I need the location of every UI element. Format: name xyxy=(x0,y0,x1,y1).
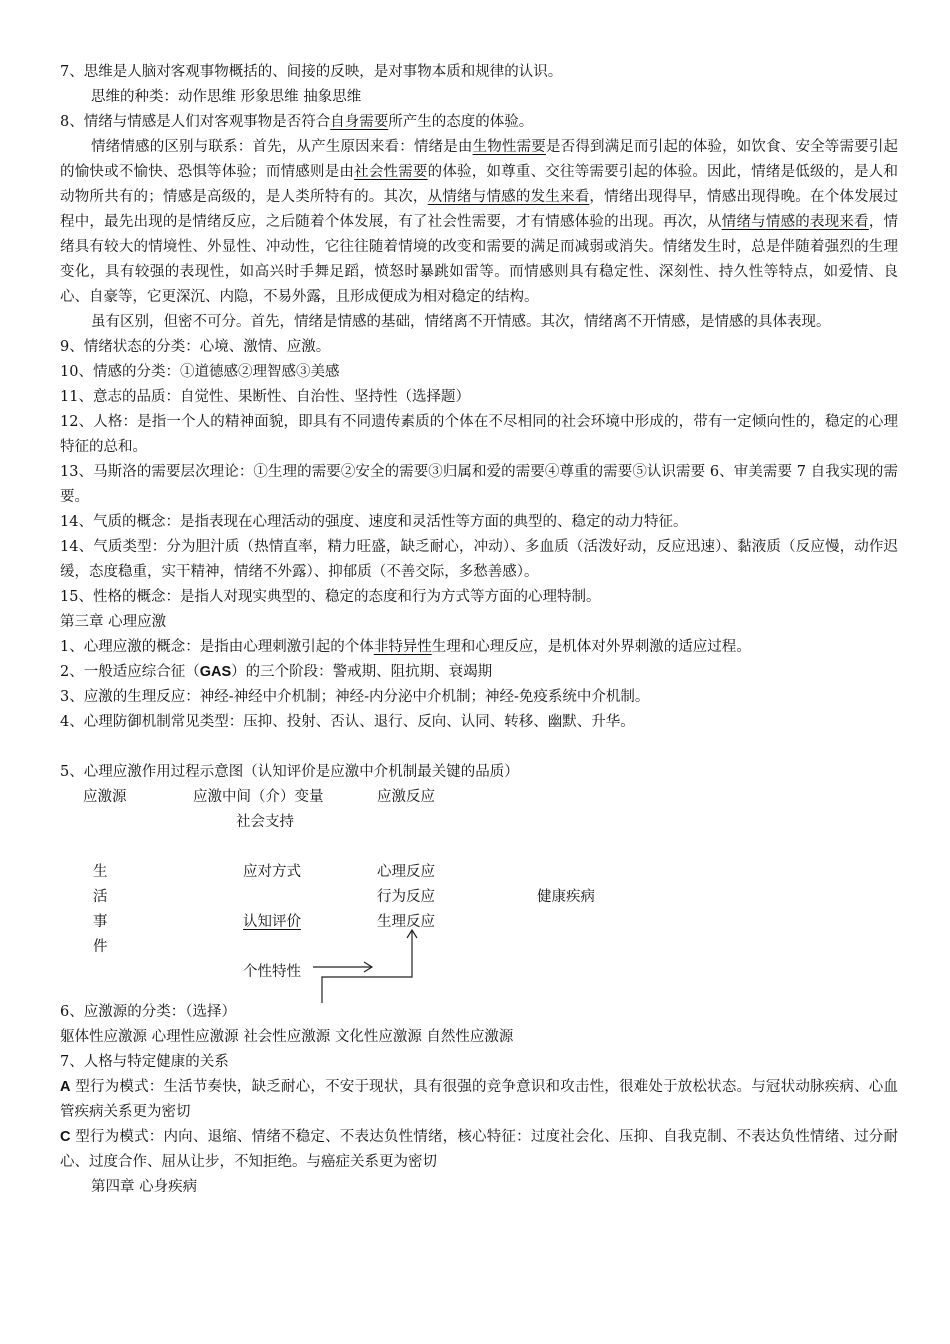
type-label: C xyxy=(60,1129,71,1145)
ch3-item-5: 5、心理应激作用过程示意图（认知评价是应激中介机制最关键的品质） xyxy=(60,764,519,780)
list-item: 14、气质的概念：是指表现在心理活动的强度、速度和灵活性等方面的典型的、稳定的动力特征。 xyxy=(60,514,688,530)
list-item: 10、情感的分类：①道德感②理智感③美感 xyxy=(60,364,340,380)
list-item: 13、马斯洛的需要层次理论：①生理的需要②安全的需要③归属和爱的需要④尊重的需要⑤认识需要 6、审美需要 7 自我实现的需要。 xyxy=(60,464,898,505)
text-run: 8、情绪与情感是人们对客观事物是否符合 xyxy=(60,114,331,130)
label-life-char: 件 xyxy=(93,939,108,955)
type-a-paragraph xyxy=(60,1075,898,1125)
stress-process-diagram xyxy=(60,785,898,1003)
text-run: 2、一般适应综合征（ xyxy=(60,664,200,680)
label-psych-response: 心理反应 xyxy=(377,864,435,880)
underlined-term: 非特异性 xyxy=(373,639,432,655)
ch3-item-3: 3、应激的生理反应：神经-神经中介机制；神经-内分泌中介机制；神经-免疫系统中介机制。 xyxy=(60,689,650,705)
text-run: 的体验，如尊重、交往等需要引起的体验。因此，情绪是低级的，是人和动物所共有的；情感是高级的，是人类所特有的。其次， xyxy=(60,164,899,205)
underlined-term: 情绪与情感的表现来看 xyxy=(721,214,869,230)
paragraph-emotion-connection: 虽有区别，但密不可分。首先，情绪是情感的基础，情绪离不开情感。其次，情绪离不开情感，是情感的具体表现。 xyxy=(91,314,831,330)
paragraph-thinking-types: 思维的种类：动作思维 形象思维 抽象思维 xyxy=(91,89,362,105)
label-life-char: 生 xyxy=(93,864,108,880)
text-run: 情绪情感的区别与联系：首先，从产生原因来看：情绪是由 xyxy=(91,139,473,155)
chapter-4-heading: 第四章 心身疾病 xyxy=(91,1179,198,1195)
list-item: 11、意志的品质：自觉性、果断性、自治性、坚持性（选择题） xyxy=(60,389,470,405)
text-run: ）的三个阶段：警戒期、阻抗期、衰竭期 xyxy=(231,664,493,680)
ch3-item-4: 4、心理防御机制常见类型：压抑、投射、否认、退行、反向、认同、转移、幽默、升华。 xyxy=(60,714,635,730)
text-run: 型行为模式：内向、退缩、情绪不稳定、不表达负性情绪，核心特征：过度社会化、压抑、自我克制、不表达负性情绪、过分耐心、过度合作、屈从让步，不知拒绝。与癌症关系更为密切 xyxy=(60,1129,898,1170)
ch3-item-7: 7、人格与特定健康的关系 xyxy=(60,1054,229,1070)
list-item: 14、气质类型：分为胆汁质（热情直率，精力旺盛，缺乏耐心，冲动）、多血质（活泼好动，反应迅速）、黏液质（反应慢，动作迟缓，态度稳重，实干精神，情绪不外露）、抑郁质（不善交际，多愁善感）。 xyxy=(60,539,898,580)
text-run: 1、心理应激的概念：是指由心理刺激引起的个体 xyxy=(60,639,374,655)
underlined-term: 从情绪与情感的发生来看 xyxy=(427,189,590,205)
list-item: 15、性格的概念：是指人对现实典型的、稳定的态度和行为方式等方面的心理特制。 xyxy=(60,589,601,605)
label-mediator: 应激中间（介）变量 xyxy=(193,789,324,805)
bold-abbreviation: GAS xyxy=(199,664,232,680)
text-run: 型行为模式：生活节奏快，缺乏耐心，不安于现状，具有很强的竞争意识和攻击性，很难处于放松状态。与冠状动脉疾病、心血管疾病关系更为密切 xyxy=(60,1079,898,1120)
underlined-term: 生物性需要 xyxy=(472,139,546,155)
paragraph-7: 7、思维是人脑对客观事物概括的、间接的反映，是对事物本质和规律的认识。 xyxy=(60,64,563,80)
label-stressor: 应激源 xyxy=(83,789,127,805)
label-response: 应激反应 xyxy=(377,789,435,805)
label-coping: 应对方式 xyxy=(243,864,301,880)
label-behavior-response: 行为反应 xyxy=(377,889,435,905)
diagram-arrows xyxy=(60,785,898,1003)
blank-line xyxy=(60,735,898,760)
text-run: 生理和心理反应，是机体对外界刺激的适应过程。 xyxy=(431,639,751,655)
ch3-item-6: 6、应激源的分类：（选择） xyxy=(60,1004,236,1020)
text-run: 所产生的态度的体验。 xyxy=(388,114,534,130)
underlined-term: 自身需要 xyxy=(330,114,389,130)
label-life-char: 事 xyxy=(93,914,108,930)
ch3-item-2 xyxy=(60,660,898,685)
paragraph-8 xyxy=(60,110,898,135)
label-physio-response: 生理反应 xyxy=(377,914,435,930)
label-social-support: 社会支持 xyxy=(236,814,294,830)
ch3-item-1 xyxy=(60,635,898,660)
type-label: A xyxy=(60,1079,71,1095)
text-run: 是否得到满足而引起的体验，如饮食、安全等需要引起的愉快或不愉快、恐惧等体验；而情感则是由 xyxy=(60,139,899,180)
stressor-types: 躯体性应激源 心理性应激源 社会性应激源 文化性应激源 自然性应激源 xyxy=(60,1029,514,1045)
type-c-paragraph xyxy=(60,1125,898,1175)
underlined-term: 社会性需要 xyxy=(354,164,428,180)
chapter-3-heading: 第三章 心理应激 xyxy=(60,614,167,630)
label-personality: 个性特性 xyxy=(243,964,301,980)
document-page xyxy=(60,60,898,1200)
paragraph-emotion-difference xyxy=(60,135,898,310)
list-item: 9、情绪状态的分类：心境、激情、应激。 xyxy=(60,339,331,355)
label-health-disease: 健康疾病 xyxy=(537,889,595,905)
list-item: 12、人格：是指一个人的精神面貌，即具有不同遗传素质的个体在不尽相同的社会环境中形成的，带有一定倾向性的，稳定的心理特征的总和。 xyxy=(60,414,898,455)
label-life-char: 活 xyxy=(93,889,108,905)
text-run: ，情绪具有较大的情境性、外显性、冲动性，它往往随着情境的改变和需要的满足而减弱或消失。情绪发生时，总是伴随着强烈的生理变化，具有较强的表现性，如高兴时手舞足蹈，愤怒时暴跳如雷等。而情感则具有稳定性、深刻性、持久性等特点，如爱情、良心、自豪等，它更深沉、内隐，不易外露，且形成便成为相对稳定的结构。 xyxy=(60,214,899,305)
label-appraisal: 认知评价 xyxy=(243,914,301,930)
text-run: ，情绪出现得早，情感出现得晚。在个体发展过程中，最先出现的是情绪反应，之后随着个体发展，有了社会性需要，才有情感体验的出现。再次，从 xyxy=(60,189,899,230)
